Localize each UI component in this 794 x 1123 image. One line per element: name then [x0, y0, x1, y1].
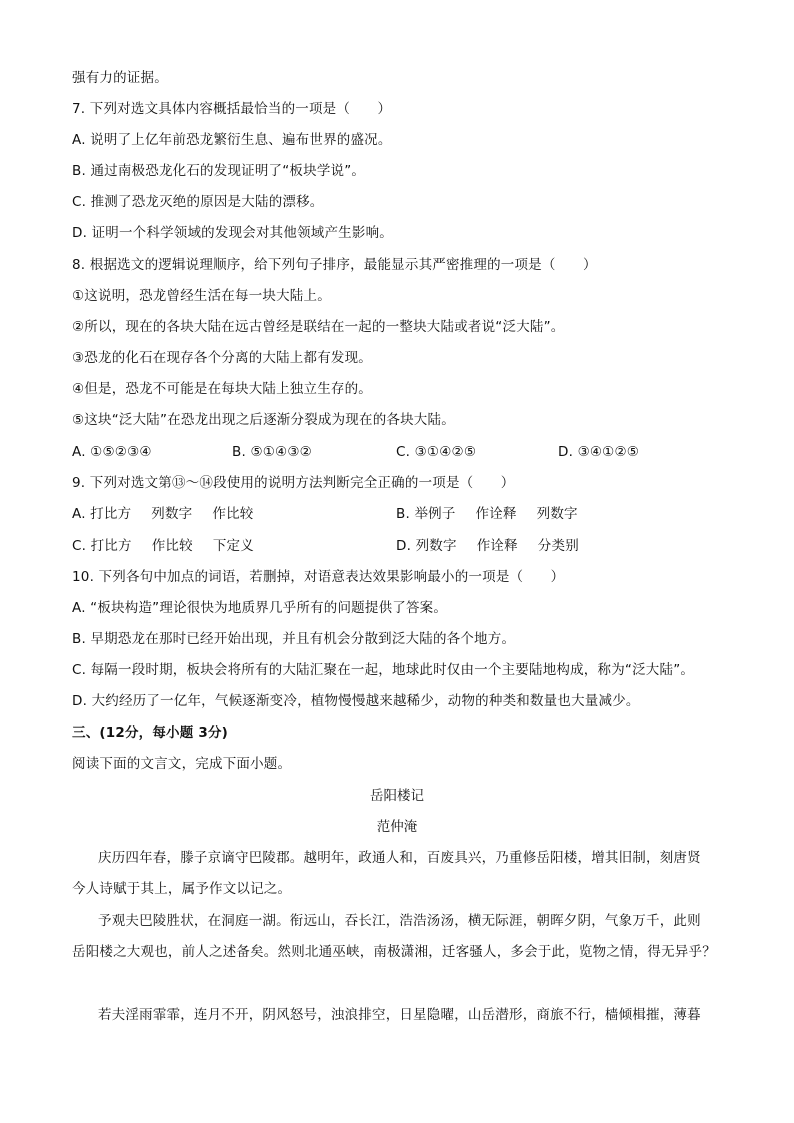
- q8-sentence-2: ②所以，现在的各块大陆在远古曾经是联结在一起的一整块大陆或者说“泛大陆”。: [72, 319, 565, 335]
- text-line: 强有力的证据。: [72, 70, 168, 86]
- q10-option-a: A. “板块构造”理论很快为地质界几乎所有的问题提供了答案。: [72, 600, 448, 616]
- option-label: D. 列数字: [396, 538, 457, 554]
- passage-paragraph-2: 予观夫巴陵胜状，在洞庭一湖。衔远山，吞长江，浩浩汤汤，横无际涯，朝晖夕阴，气象万千，此则: [98, 913, 701, 929]
- q10-option-d: D. 大约经历了一亿年，气候逐渐变冷，植物慢慢越来越稀少，动物的种类和数量也大量减少。: [72, 693, 640, 709]
- option-term: 作比较: [151, 538, 193, 554]
- q7-option-a: A. 说明了上亿年前恐龙繁衍生息、遍布世界的盛况。: [72, 132, 392, 148]
- passage-paragraph-2-cont: 岳阳楼之大观也，前人之述备矣。然则北通巫峡，南极潇湘，迁客骚人，多会于此，览物之情，得无异乎？: [72, 944, 716, 960]
- option-label: A. 打比方: [72, 506, 132, 522]
- q10-option-c: C. 每隔一段时期，板块会将所有的大陆汇聚在一起，地球此时仅由一个主要陆地构成，称为“泛大陆”。: [72, 662, 695, 678]
- passage-paragraph-3: 若夫淫雨霏霏，连月不开，阴风怒号，浊浪排空，日星隐曜，山岳潜形，商旅不行，樯倾楫摧，薄暮: [98, 1007, 701, 1023]
- q9-option-c: [72, 537, 254, 555]
- section-3-instruction: 阅读下面的文言文，完成下面小题。: [72, 756, 292, 772]
- q8-sentence-1: ①这说明，恐龙曾经生活在每一块大陆上。: [72, 288, 331, 304]
- question-7: 7. 下列对选文具体内容概括最恰当的一项是（ ）: [72, 101, 392, 117]
- q9-option-b: [396, 505, 578, 523]
- q8-option-d: D. ③④①②⑤: [558, 444, 640, 460]
- q8-sentence-5: ⑤这块“泛大陆”在恐龙出现之后逐渐分裂成为现在的各块大陆。: [72, 412, 455, 428]
- section-3-heading: 三、(12分，每小题 3分): [72, 725, 229, 741]
- question-8: 8. 根据选文的逻辑说理顺序，给下列句子排序，最能显示其严密推理的一项是（ ）: [72, 257, 597, 273]
- passage-paragraph-1-cont: 今人诗赋于其上，属予作文以记之。: [72, 881, 292, 897]
- option-term: 作诠释: [475, 506, 517, 522]
- passage-paragraph-1: 庆历四年春，滕子京谪守巴陵郡。越明年，政通人和，百废具兴，乃重修岳阳楼，增其旧制，刻唐贤: [98, 850, 701, 866]
- question-10: 10. 下列各句中加点的词语，若删掉，对语意表达效果影响最小的一项是（ ）: [72, 569, 565, 585]
- q9-option-d: [396, 537, 579, 555]
- q8-option-b: B. ⑤①④③②: [232, 444, 312, 460]
- question-9: 9. 下列对选文第⑬～⑭段使用的说明方法判断完全正确的一项是（ ）: [72, 475, 515, 491]
- option-term: 作比较: [212, 506, 254, 522]
- q8-sentence-3: ③恐龙的化石在现存各个分离的大陆上都有发现。: [72, 350, 373, 366]
- q7-option-b: B. 通过南极恐龙化石的发现证明了“板块学说”。: [72, 163, 366, 179]
- option-label: C. 打比方: [72, 538, 132, 554]
- q7-option-c: C. 推测了恐龙灭绝的原因是大陆的漂移。: [72, 194, 324, 210]
- option-term: 列数字: [536, 506, 578, 522]
- q9-option-a: [72, 505, 254, 523]
- passage-title: 岳阳楼记: [370, 788, 424, 804]
- q8-option-c: C. ③①④②⑤: [396, 444, 477, 460]
- q7-option-d: D. 证明一个科学领域的发现会对其他领域产生影响。: [72, 225, 393, 241]
- option-term: 分类别: [537, 538, 579, 554]
- option-label: B. 举例子: [396, 506, 456, 522]
- q10-option-b: B. 早期恐龙在那时已经开始出现，并且有机会分散到泛大陆的各个地方。: [72, 631, 516, 647]
- q8-option-a: A. ①⑤②③④: [72, 444, 152, 460]
- passage-author: 范仲淹: [376, 819, 418, 835]
- option-term: 列数字: [151, 506, 193, 522]
- option-term: 下定义: [212, 538, 254, 554]
- option-term: 作诠释: [476, 538, 518, 554]
- q8-sentence-4: ④但是，恐龙不可能是在每块大陆上独立生存的。: [72, 381, 373, 397]
